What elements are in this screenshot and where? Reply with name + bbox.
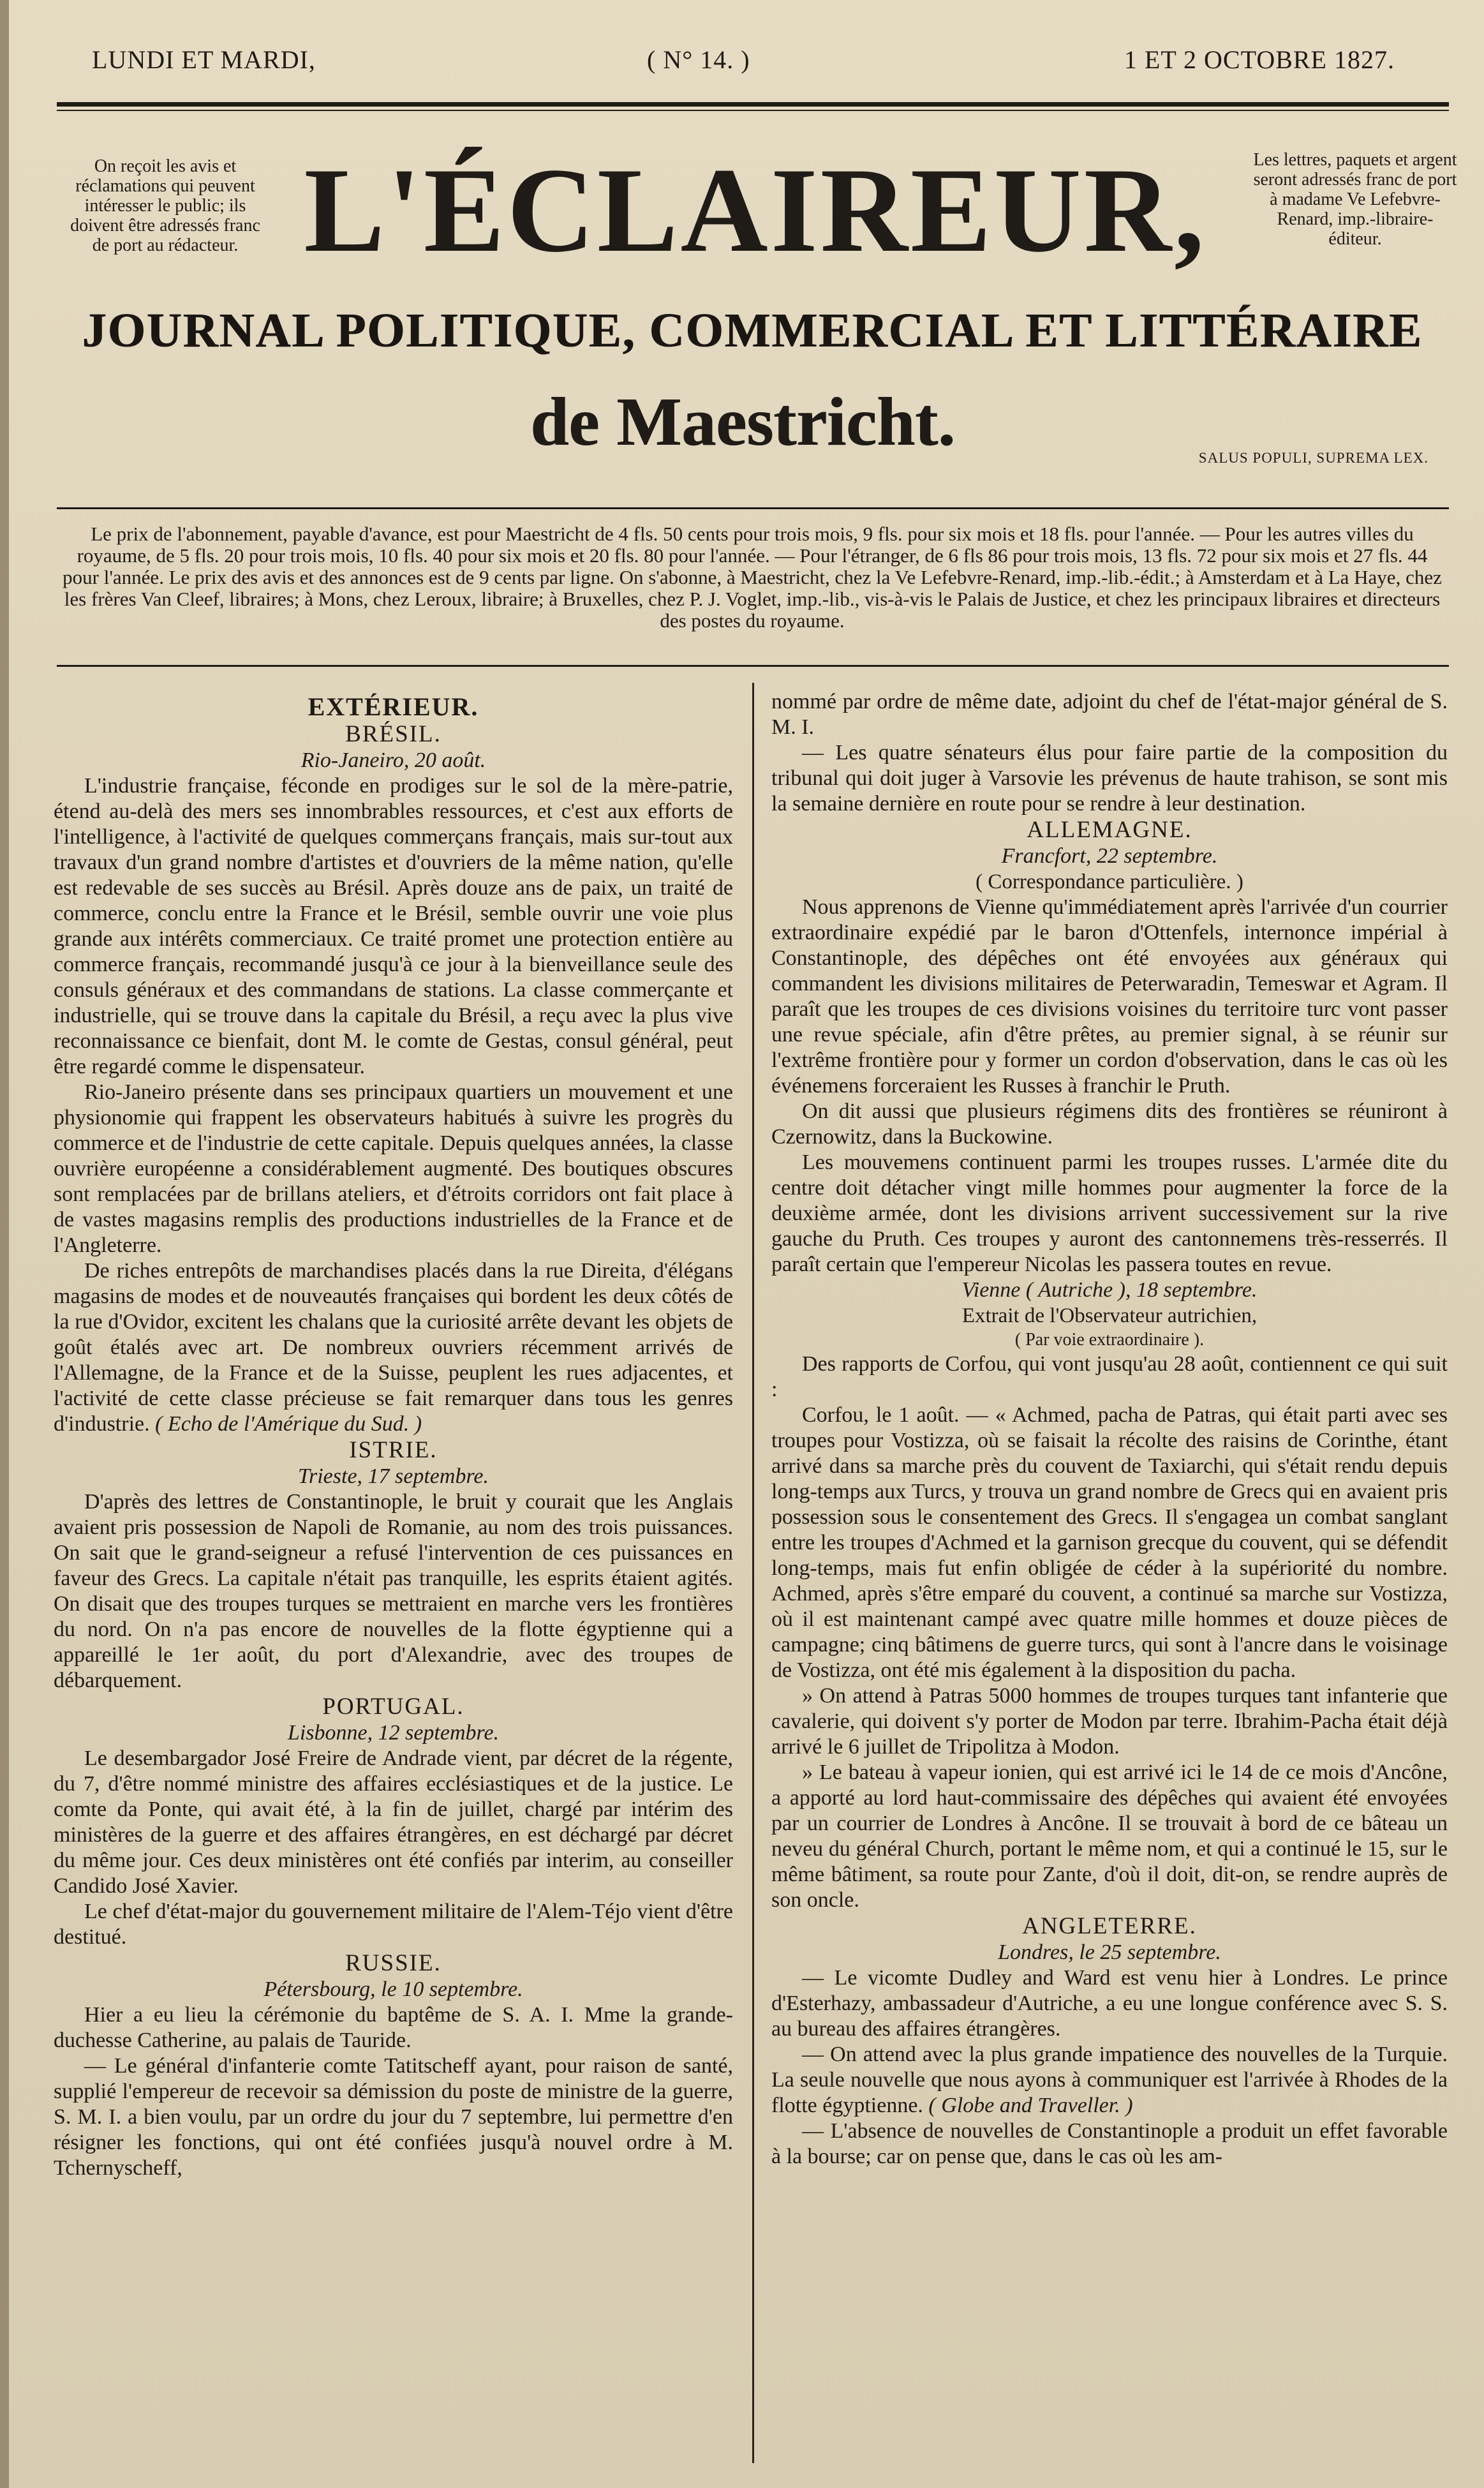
paragraph: D'après des lettres de Constantinople, le bruit y courait que les Anglais avaient pris possession de Napoli de Romanie, au nom des trois puissances. On sait que le grand-seigneur a refusé l'intervention de ces puissances en faveur des Grecs. La capitale n'était pas tranquille, les esprits étaient agités. On disait que des troupes turques se mettraient en marche vers les frontières du nord. On n'a pas encore de nouvelles de la flotte égyptienne qui a appareillé le 1er août, du port d'Alexandrie, avec des troupes de débarquement. (54, 1490, 733, 1692)
subscription-rule-bottom (57, 665, 1449, 667)
country-heading-bresil: BRÉSIL. (345, 721, 441, 747)
paragraph: — Le vicomte Dudley and Ward est venu hier à Londres. Le prince d'Esterhazy, ambassadeur d'Autriche, a eu une longue conférence avec S. S. au bureau des affaires étrangères. (771, 1966, 1448, 2041)
paragraph: Nous apprenons de Vienne qu'immédiatement après l'arrivée d'un courrier extraordinaire expédié par le baron d'Ottenfels, internonce impérial à Constantinople, des dépêches ont été envoyées aux généraux qui commandent les divisions militaires de Peterwaradin, Temeswar et Agram. Il paraît que les troupes de ces divisions voisines du territoire turc vont passer une revue spéciale, afin d'être prêtes, au premier signal, à se réunir sur l'extrême frontière pour y former un cordon d'observation, dans le cas où les événemens forceraient les Russes à franchir le Pruth. (771, 895, 1448, 1098)
country-heading-allemagne: ALLEMAGNE. (1027, 817, 1192, 843)
newspaper-title: L'ÉCLAIREUR, (304, 144, 1207, 278)
extract-note: ( Par voie extraordinaire ). (1014, 1330, 1205, 1350)
source-citation: ( Globe and Traveller. ) (928, 2094, 1133, 2117)
issue-number: ( N° 14. ) (647, 45, 750, 74)
paragraph: » Le bateau à vapeur ionien, qui est arrivé ici le 14 de ce mois d'Ancône, a apporté au lord haut-commissaire des dépêches qui avaient été envoyées par un courrier de Londres à Ancône. Il se trouvait à bord de ce bâteau un neveu du général Church, portant le même nom, et qui a continué le 15, sur le même bâtiment, sa route pour Zante, d'où il doit, dit-on, se rendre auprès de son oncle. (771, 1761, 1448, 1912)
dateline-lisbonne: Lisbonne, 12 septembre. (287, 1721, 500, 1745)
paragraph: Le desembargador José Freire de Andrade vient, par décret de la régente, du 7, d'être nommé ministre des affaires ecclésiastiques et de la justice. Le comte da Ponte, qui avait été, à la fin de juillet, chargé par intérim des ministères de la guerre et des affaires étrangères, en est déchargé par décret du même jour. Ces deux ministères ont été confiés par interim, au conseiller Candido José Xavier. (54, 1747, 733, 1898)
dateline-francfort: Francfort, 22 septembre. (1001, 844, 1218, 868)
dateline-trieste: Trieste, 17 septembre. (297, 1464, 489, 1488)
right-column (771, 689, 1448, 2170)
paragraph: Corfou, le 1 août. — « Achmed, pacha de Patras, qui était parti avec ses troupes pour Vostizza, où se faisait la récolte des raisins de Corinthe, étant arrivé dans sa marche près du couvent de Taxiarchi, qui s'était rendu depuis long-temps aux Turcs, y trouva un grand nombre de Grecs qui en avaient pris possession sous le consentement des Grecs. Il s'engagea un combat sanglant entre les troupes d'Achmed et la garnison grecque du couvent, qui se défendit long-temps, mais fut enfin obligée de céder à la supériorité du nombre. Achmed, après s'être emparé du couvent, a continué sa marche sur Vostizza, où il est maintenant campé avec quatre mille hommes et douze pièces de campagne; cinq bâtimens de guerre turcs, qui sont à l'ancre dans le voisinage de Vostizza, ont été mis également à la disposition du pacha. (771, 1403, 1448, 1682)
paragraph: Hier a eu lieu la cérémonie du baptême de S. A. I. Mme la grande-duchesse Catherine, au palais de Tauride. (54, 2003, 733, 2052)
column-divider (752, 683, 754, 2463)
paragraph: Le chef d'état-major du gouvernement militaire de l'Alem-Téjo vient d'être destitué. (54, 1900, 733, 1949)
paragraph: — Le général d'infanterie comte Tatitscheff ayant, pour raison de santé, supplié l'empereur de recevoir sa démission du poste de ministre de la guerre, S. M. I. a bien voulu, par un ordre du jour du 7 septembre, lui permettre d'en résigner les fonctions, qui ont été confiées jusqu'à nouvel ordre à M. Tchernyscheff, (54, 2054, 733, 2180)
subscription-info: Le prix de l'abonnement, payable d'avance, est pour Maestricht de 4 fls. 50 cents pour trois mois, 9 fls. pour six mois et 18 fls. pour l'année. — Pour les autres villes du royaume, de 5 fls. 20 pour trois mois, 10 fls. 40 pour six mois et 20 fls. 80 pour l'année. — Pour l'étranger, de 6 fls 86 pour trois mois, 13 fls. 72 pour six mois et 27 fls. 44 pour l'année. Le prix des avis et des annonces est de 9 cents par ligne. On s'abonne, à Maestricht, chez la Ve Lefebvre-Renard, imp.-lib.-édit.; à Amsterdam et à La Haye, chez les frères Van Cleef, libraires; à Mons, chez Leroux, libraire; à Bruxelles, chez P. J. Voglet, imp.-lib., vis-à-vis le Palais de Justice, et chez les principaux libraires et directeurs des postes du royaume. (63, 523, 1442, 632)
correspondence-note: ( Correspondance particulière. ) (976, 870, 1243, 893)
dateline-rio: Rio-Janeiro, 20 août. (301, 749, 486, 772)
paragraph-continued: nommé par ordre de même date, adjoint du chef de l'état-major général de S. M. I. (771, 690, 1448, 739)
notice-left: On reçoit les avis et réclamations qui peuvent intéresser le public; ils doivent être adressés franc de port au rédacteur. (70, 156, 260, 255)
extract-heading: Extrait de l'Observateur autrichien, (961, 1304, 1258, 1327)
dateline (92, 45, 1407, 83)
masthead-rule-thin (57, 110, 1449, 111)
dateline-vienne: Vienne ( Autriche ), 18 septembre. (961, 1278, 1258, 1302)
subscription-rule-top (57, 507, 1449, 509)
paragraph (771, 2042, 1448, 2119)
paragraph (54, 1258, 733, 1437)
notice-right: Les lettres, paquets et argent seront adressés franc de port à madame Ve Lefebvre-Renard, imp.-libraire-éditeur. (1253, 150, 1457, 249)
paragraph: L'industrie française, féconde en prodiges sur le sol de la mère-patrie, étend au-delà des mers ses innombrables ressources, et c'est aux efforts de l'intelligence, à l'activité de quelques commerçans français, mais sur-tout aux travaux d'un grand nombre d'artistes et d'ouvriers de la même nation, qu'elle est redevable de ses succès au Brésil. Après douze ans de paix, un traité de commerce, conclu entre la France et le Brésil, semble ouvrir une voie plus grande aux intérêts commerciaux. Ce traité promet une protection entière au commerce français, recommandé jusqu'à ce jour à la bienveillance seule des consuls généraux et des commandans de stations. La classe commerçante et industrielle, qui se trouve dans la capitale du Brésil, a reçu avec la plus vive reconnaissance ce bienfait, dont M. le comte de Gestas, consul général, peut être regardé comme le dispensateur. (54, 774, 733, 1078)
paragraph: — L'absence de nouvelles de Constantinople a produit un effet favorable à la bourse; car on pense que, dans le cas où les am- (771, 2119, 1448, 2168)
issue-day: LUNDI ET MARDI, (92, 45, 316, 74)
newspaper-subtitle: JOURNAL POLITIQUE, COMMERCIAL ET LITTÉRAIRE (82, 304, 1423, 357)
paragraph-text: De riches entrepôts de marchandises placés dans la rue Direita, d'élégans magasins de modes et de nouveautés françaises qui bordent les deux côtés de la rue d'Ovidor, excitent les chalans que la curiosité arrête devant les objets de goût étalés avec art. De nombreux ouvriers récemment arrivés de l'Allemagne, de la France et de la Suisse, peuplent les rues adjacentes, et l'activité de cette classe précieuse se fait remarquer dans tous les genres d'industrie. (54, 1259, 733, 1436)
dateline-londres: Londres, le 25 septembre. (998, 1940, 1221, 1964)
left-column (54, 689, 733, 2181)
country-heading-angleterre: ANGLETERRE. (1022, 1913, 1197, 1939)
paragraph: Des rapports de Corfou, qui vont jusqu'au 28 août, contiennent ce qui suit : (771, 1352, 1448, 1401)
paragraph: Les mouvemens continuent parmi les troupes russes. L'armée dite du centre doit détacher vingt mille hommes pour augmenter la force de la deuxième armée, dont les divisions arrivent successivement sur la rive gauche du Pruth. Ces troupes y auront des cantonnemens très-resserrés. Il paraît certain que l'empereur Nicolas les passera toutes en revue. (771, 1151, 1448, 1276)
masthead-rule-thick (57, 102, 1449, 107)
paragraph: Rio-Janeiro présente dans ses principaux quartiers un mouvement et une physionomie qui frappent les observateurs habitués à suivre les progrès du commerce et de l'industrie de cette capitale. Depuis quelques années, la classe ouvrière européenne a considérablement augmenté. Des boutiques obscures sont remplacées par de brillans ateliers, et d'étroits corridors ont fait place à de vastes magasins remplis des productions industrielles de la France et de l'Angleterre. (54, 1080, 733, 1257)
dateline-petersbourg: Pétersbourg, le 10 septembre. (263, 1978, 523, 2001)
section-heading: EXTÉRIEUR. (308, 692, 479, 721)
country-heading-istrie: ISTRIE. (349, 1437, 438, 1463)
paragraph-text: — On attend avec la plus grande impatience des nouvelles de la Turquie. La seule nouvelle que nous ayons à communiquer est l'arrivée à Rhodes de la flotte égyptienne. (771, 2043, 1448, 2117)
motto: SALUS POPULI, SUPREMA LEX. (1198, 450, 1428, 466)
paragraph: On dit aussi que plusieurs régimens dits des frontières se réuniront à Czernowitz, dans la Buckowine. (771, 1099, 1448, 1149)
paragraph: — Les quatre sénateurs élus pour faire partie de la composition du tribunal qui doit juger à Varsovie les prévenus de haute trahison, se sont mis la semaine dernière en route pour se rendre à leur destination. (771, 741, 1448, 816)
paragraph: » On attend à Patras 5000 hommes de troupes turques tant infanterie que cavalerie, qui doivent s'y porter de Modon par terre. Ibrahim-Pacha était déjà arrivé le 6 juillet de Tripolitza à Modon. (771, 1684, 1448, 1759)
country-heading-russie: RUSSIE. (345, 1950, 441, 1976)
newspaper-city: de Maestricht. (530, 384, 955, 460)
source-citation: ( Echo de l'Amérique du Sud. ) (155, 1412, 422, 1436)
issue-date: 1 ET 2 OCTOBRE 1827. (1124, 45, 1395, 74)
country-heading-portugal: PORTUGAL. (322, 1694, 464, 1720)
